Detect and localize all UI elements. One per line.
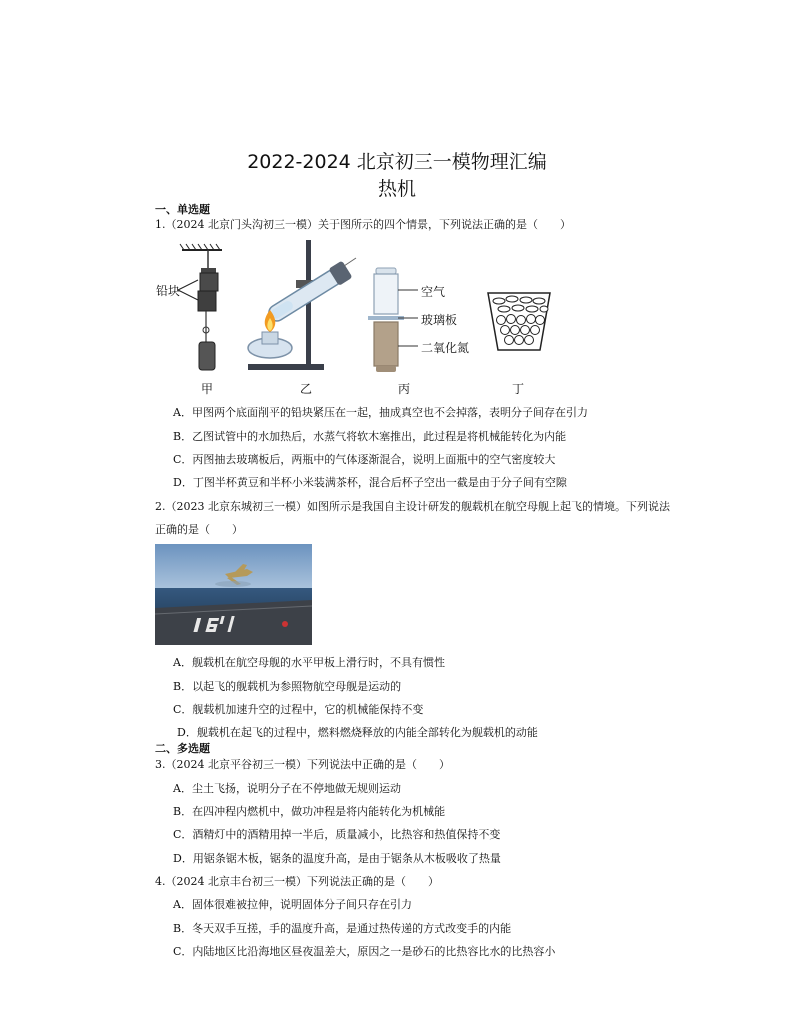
q3-option-b: B．在四冲程内燃机中，做功冲程是将内能转化为机械能 <box>173 805 446 818</box>
caption-jia: 甲 <box>201 382 214 396</box>
q1-option-d: D．丁图半杯黄豆和半杯小米装满茶杯，混合后杯子空出一截是由于分子间有空隙 <box>173 476 567 489</box>
q4-option-c: C．内陆地区比沿海地区昼夜温差大，原因之一是砂石的比热容比水的比热容小 <box>173 945 556 958</box>
document-title: 2022-2024 北京初三一模物理汇编 <box>247 151 547 173</box>
section-heading-multi: 二、多选题 <box>155 742 210 755</box>
q1-option-a: A．甲图两个底面削平的铅块紧压在一起，抽成真空也不会掉落，表明分子间存在引力 <box>173 406 588 419</box>
question-2-stem-line1: 2.（2023 北京东城初三一模）如图所示是我国自主设计研发的舰载机在航空母舰上起飞的情境。下列说法 <box>155 500 670 513</box>
glass-plate-label: 玻璃板 <box>421 313 458 327</box>
question-1-stem: 1.（2024 北京门头沟初三一模）关于图所示的四个情景，下列说法正确的是（ ） <box>155 218 571 231</box>
q3-option-a: A．尘土飞扬，说明分子在不停地做无规则运动 <box>173 782 401 795</box>
air-label: 空气 <box>421 285 446 299</box>
caption-yi: 乙 <box>300 382 313 396</box>
q2-option-d: D．舰载机在起飞的过程中，燃料燃烧释放的内能全部转化为舰载机的动能 <box>177 726 538 739</box>
figure-carrier-jet-photo <box>155 544 312 645</box>
section-heading-single: 一、单选题 <box>155 203 210 216</box>
q1-option-b: B．乙图试管中的水加热后，水蒸气将软木塞推出，此过程是将机械能转化为内能 <box>173 430 567 443</box>
q2-option-c: C．舰载机加速升空的过程中，它的机械能保持不变 <box>173 703 424 716</box>
document-subtitle: 热机 <box>377 178 416 200</box>
question-3-stem: 3.（2024 北京平谷初三一模）下列说法中正确的是（ ） <box>155 758 450 771</box>
nitrogen-dioxide-label: 二氧化氮 <box>421 341 470 355</box>
figure-lead-blocks <box>150 240 240 375</box>
caption-ding: 丁 <box>512 382 525 396</box>
q2-option-b: B．以起飞的舰载机为参照物航空母舰是运动的 <box>173 680 402 693</box>
figure-bottle-leader-lines <box>398 280 420 350</box>
question-2-stem-line2: 正确的是（ ） <box>155 523 243 536</box>
q3-option-c: C．酒精灯中的酒精用掉一半后，质量减小，比热容和热值保持不变 <box>173 828 501 841</box>
q4-option-a: A．固体很难被拉伸，说明固体分子间只存在引力 <box>173 898 412 911</box>
lead-block-label: 铅块 <box>156 284 181 298</box>
q1-option-c: C．丙图抽去玻璃板后，两瓶中的气体逐渐混合，说明上面瓶中的空气密度较大 <box>173 453 556 466</box>
figure-test-tube-heating <box>244 236 364 376</box>
caption-bing: 丙 <box>398 382 411 396</box>
q4-option-b: B．冬天双手互搓，手的温度升高，是通过热传递的方式改变手的内能 <box>173 922 512 935</box>
q3-option-d: D．用锯条锯木板，锯条的温度升高，是由于锯条从木板吸收了热量 <box>173 852 501 865</box>
q2-option-a: A．舰载机在航空母舰的水平甲板上滑行时，不具有惯性 <box>173 656 445 669</box>
figure-cup-beans-millet <box>484 290 554 354</box>
question-4-stem: 4.（2024 北京丰台初三一模）下列说法正确的是（ ） <box>155 875 439 888</box>
